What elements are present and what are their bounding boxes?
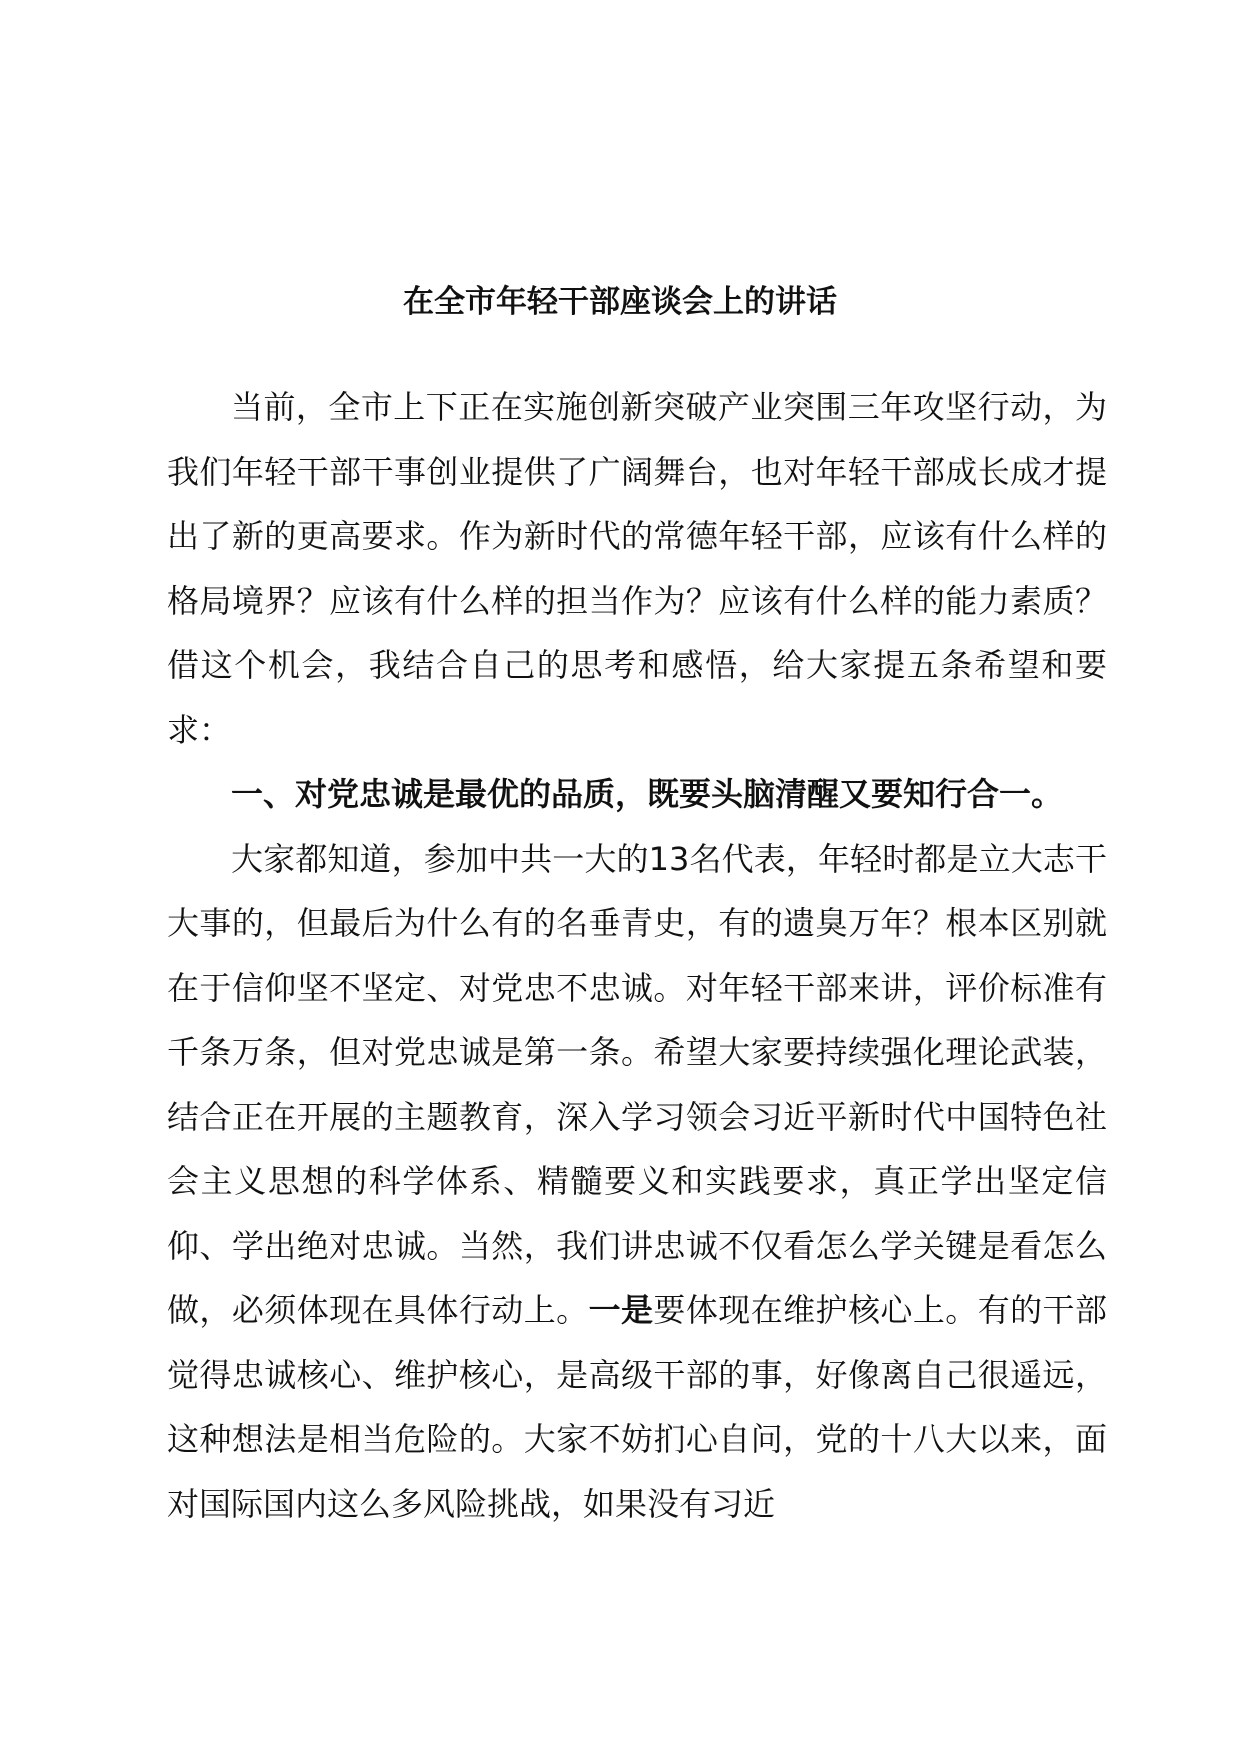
section-1-text-part1: 大家都知道，参加中共一大的13名代表，年轻时都是立大志干大事的，但最后为什么有的名垂青史，有的遗臭万年？根本区别就在于信仰坚不坚定、对党忠不忠诚。对年轻干部来讲，评价标准有千条万条，但对党忠诚是第一条。希望大家要持续强化理论武装，结合正在开展的主题教育，深入学习领会习近平新时代中国特色社会主义思想的科学体系、精髓要义和实践要求，真正学出坚定信仰、学出绝对忠诚。当然，我们讲忠诚不仅看怎么学关键是看怎么做，必须体现在具体行动上。 (167, 839, 1107, 1329)
document-title: 在全市年轻干部座谈会上的讲话 (403, 284, 837, 320)
intro-paragraph: 当前，全市上下正在实施创新突破产业突围三年攻坚行动，为我们年轻干部干事创业提供了广阔舞台，也对年轻干部成长成才提出了新的更高要求。作为新时代的常德年轻干部，应该有什么样的格局境界？应该有什么样的担当作为？应该有什么样的能力素质？借这个机会，我结合自己的思考和感悟，给大家提五条希望和要求： (167, 388, 1107, 749)
document-body (167, 375, 1107, 1536)
section-1-text-part2: 要体现在维护核心上。有的干部觉得忠诚核心、维护核心，是高级干部的事，好像离自己很遥远，这种想法是相当危险的。大家不妨扪心自问，党的十八大以来，面对国际国内这么多风险挑战，如果没有习近 (167, 1291, 1107, 1523)
section-1-emphasis: 一是 (588, 1291, 654, 1329)
section-1-heading: 一、对党忠诚是最优的品质，既要头脑清醒又要知行合一。 (231, 775, 1064, 813)
section-1-paragraph (167, 827, 1107, 1537)
